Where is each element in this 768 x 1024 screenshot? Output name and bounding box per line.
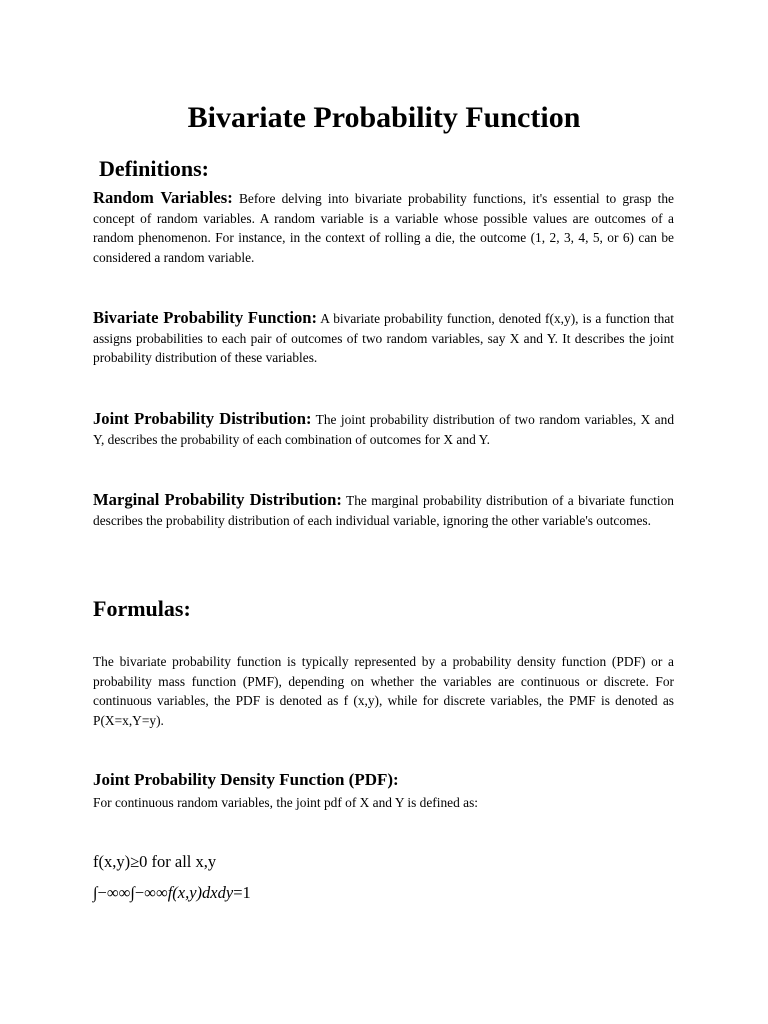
definition-bivariate-probability-function xyxy=(93,308,674,368)
formula-integral-prefix: ∫−∞∞∫−∞∞ xyxy=(93,883,168,902)
formula-normalization xyxy=(93,882,251,904)
definition-marginal-probability-distribution xyxy=(93,490,674,530)
definition-random-variables xyxy=(93,188,674,267)
definition-text: The marginal probability distribution of a bivariate function describes the probability distribution of each individual variable, ignoring the other variable's outcomes. xyxy=(93,493,674,528)
formulas-intro-paragraph: The bivariate probability function is typically represented by a probability density function (PDF) or a probability mass function (PMF), depending on whether the variables are continuous or discrete. For continuous variables, the PDF is denoted as f (x,y), while for discrete variables, the PMF is denoted as P(X=x,Y=y). xyxy=(93,654,674,728)
definition-text: A bivariate probability function, denoted f(x,y), is a function that assigns probabilities to each pair of outcomes of two random variables, say X and Y. It describes the joint probability distribution of these variables. xyxy=(93,311,674,366)
formulas-heading: Formulas: xyxy=(93,596,191,621)
definition-term: Joint Probability Distribution: xyxy=(93,409,312,428)
definition-term: Marginal Probability Distribution: xyxy=(93,490,342,509)
formula-integrand: f(x,y)dxdy xyxy=(167,883,234,902)
definition-text: The joint probability distribution of two random variables, X and Y, describes the probability of each combination of outcomes for X and Y. xyxy=(93,412,675,447)
document-title: Bivariate Probability Function xyxy=(187,101,581,134)
definition-text: Before delving into bivariate probability functions, it's essential to grasp the concept of random variables. A random variable is a variable whose possible values are outcomes of a random phenomenon. For instance, in the context of rolling a die, the outcome (1, 2, 3, 4, 5, or 6) can be considered a random variable. xyxy=(93,191,674,265)
definition-term: Random Variables: xyxy=(93,188,233,207)
formula-equals-one: =1 xyxy=(233,883,251,902)
definition-joint-probability-distribution xyxy=(93,409,674,449)
pdf-description: For continuous random variables, the joint pdf of X and Y is defined as: xyxy=(93,795,479,810)
formula-nonnegativity: f(x,y)≥0 for all x,y xyxy=(93,852,217,871)
pdf-subheading: Joint Probability Density Function (PDF): xyxy=(93,770,399,789)
definitions-heading: Definitions: xyxy=(99,156,209,181)
definition-term: Bivariate Probability Function: xyxy=(93,308,318,327)
